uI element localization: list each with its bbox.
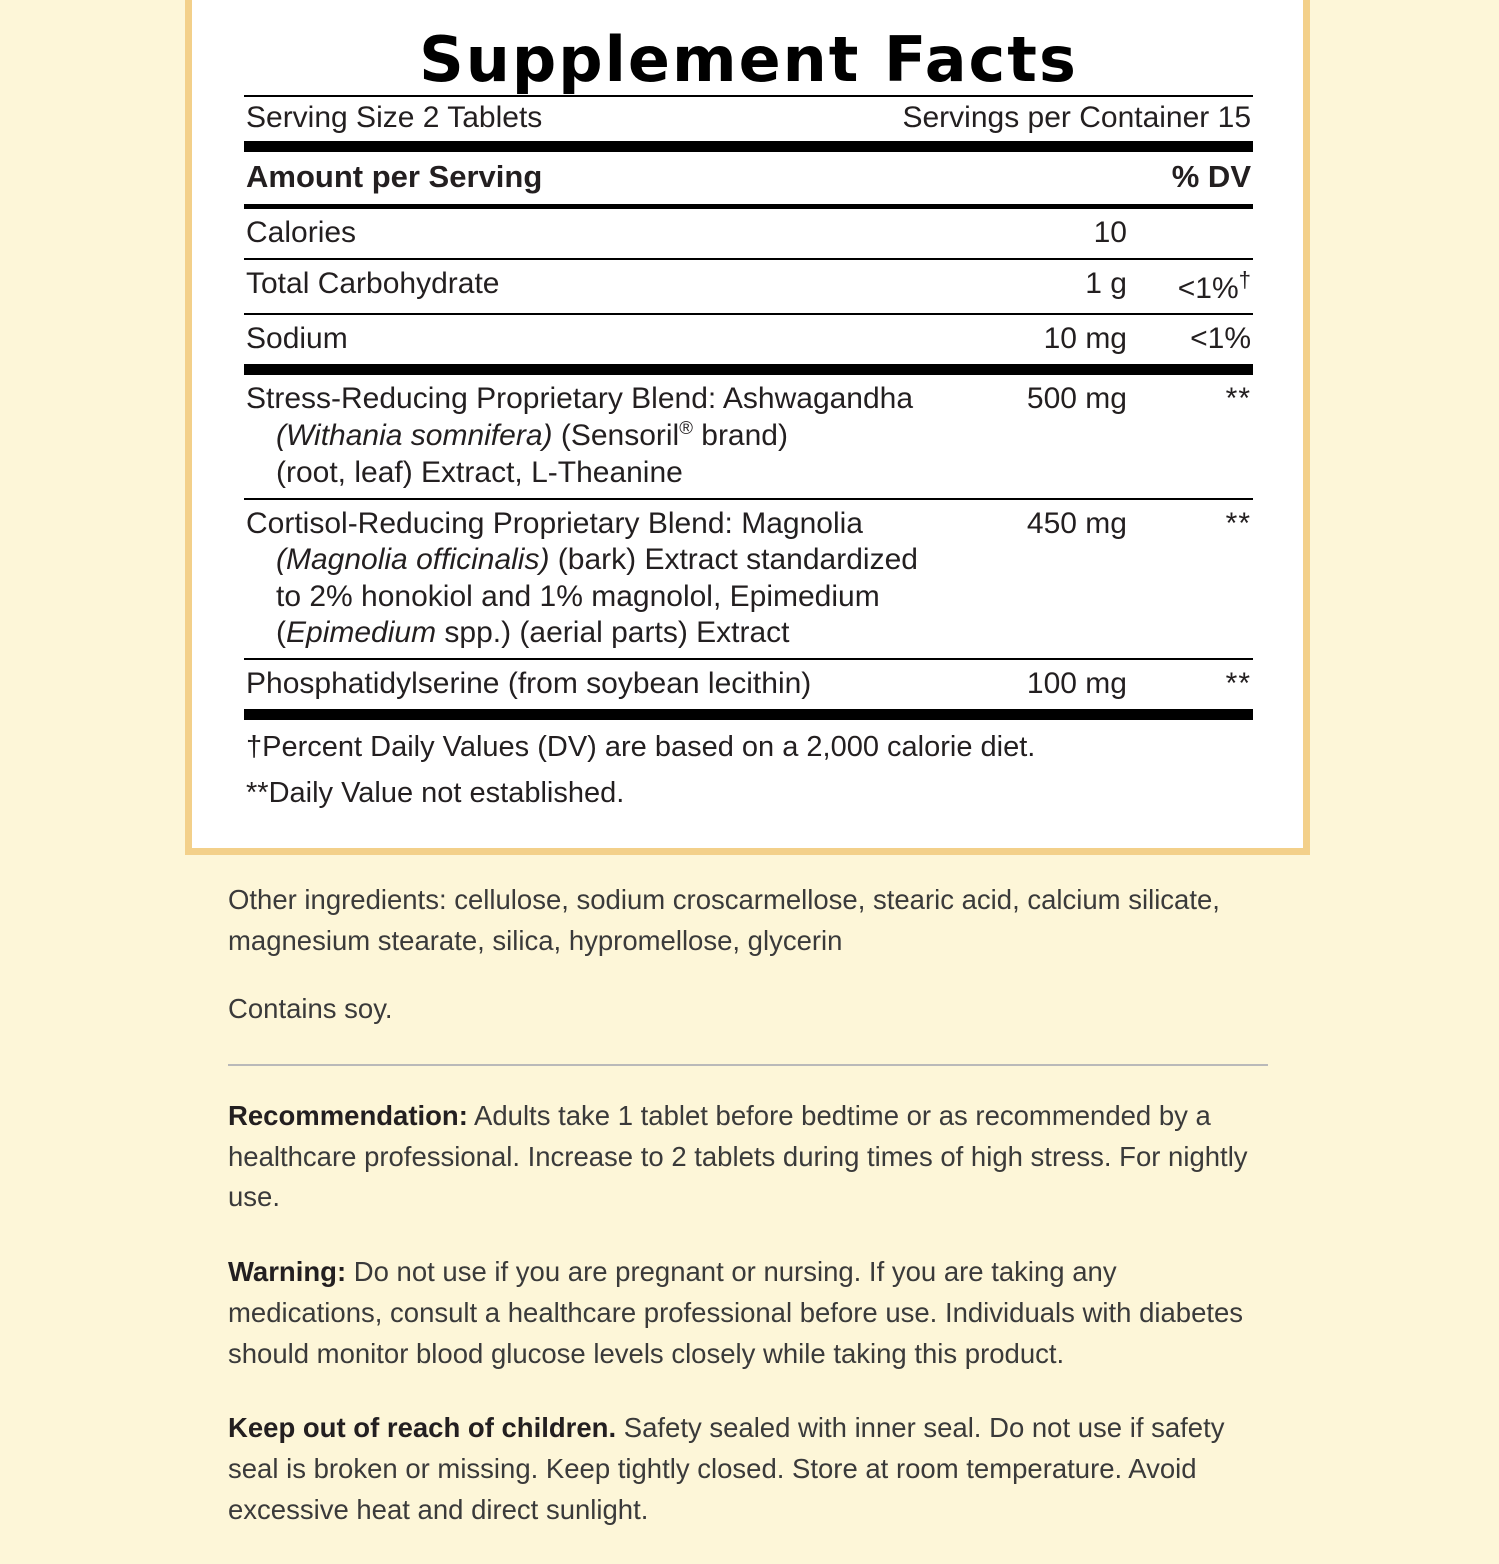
nutrient-dv: **: [1225, 381, 1251, 415]
supplement-facts-panel: [185, 0, 1310, 855]
blend-line-2: (Withania somnifera) (Sensoril® brand): [276, 417, 788, 453]
keep-out-of-reach-paragraph: [228, 1408, 1268, 1530]
nutrient-name: Sodium: [246, 322, 348, 356]
recommendation-text: Adults take 1 tablet before bedtime or as recommended by a healthcare professional. Increase to 2 tablets during times of high stress. For nightly use.: [228, 1100, 1248, 1213]
panel-title: Supplement Facts: [419, 23, 1078, 96]
other-ingredients-paragraph: Other ingredients: cellulose, sodium croscarmellose, stearic acid, calcium silicate, magnesium stearate, silica, hypromellose, glycerin: [228, 884, 1220, 956]
servings-per-container: Servings per Container 15: [902, 101, 1251, 135]
amount-per-serving-label: Amount per Serving: [246, 159, 543, 195]
blend-line-1: Cortisol-Reducing Proprietary Blend: Magnolia: [246, 506, 863, 540]
recommendation-label: Recommendation:: [228, 1100, 468, 1132]
divider-above-amount-header: [244, 141, 1253, 152]
nutrient-dv: **: [1225, 666, 1251, 700]
nutrient-row-cortisol-blend: [244, 500, 1253, 658]
blend-line-3: to 2% honokiol and 1% magnolol, Epimedium: [276, 579, 880, 613]
nutrient-name: Total Carbohydrate: [246, 266, 500, 300]
blend-line-1: Stress-Reducing Proprietary Blend: Ashwagandha: [246, 381, 914, 415]
nutrient-amount: 100 mg: [1026, 666, 1127, 700]
nutrient-row-total-carbohydrate: [244, 260, 1253, 314]
keep-out-label: Keep out of reach of children.: [228, 1412, 617, 1444]
nutrient-amount: 1 g: [1085, 266, 1127, 300]
nutrient-name: Calories: [246, 216, 357, 250]
recommendation-paragraph: [228, 1096, 1268, 1218]
blend-line-4: (Epimedium spp.) (aerial parts) Extract: [276, 616, 790, 650]
blend-line-2: (Magnolia officinalis) (bark) Extract standardized: [276, 543, 918, 577]
serving-size: Serving Size 2 Tablets: [246, 101, 543, 135]
nutrient-amount: 500 mg: [1026, 381, 1127, 415]
nutrient-name: Phosphatidylserine (from soybean lecithin): [246, 666, 812, 700]
nutrient-row-phosphatidylserine: [244, 660, 1253, 709]
nutrient-amount: 10: [1093, 216, 1127, 250]
keep-out-text: Safety sealed with inner seal. Do not use if safety seal is broken or missing. Keep tightly closed. Store at room temperature. Avoid excessive heat and direct sunlight.: [228, 1412, 1225, 1525]
label-body-text: [228, 880, 1268, 1564]
nutrient-dv: <1%: [1190, 322, 1251, 356]
divider-above-footnotes: [244, 709, 1253, 720]
nutrient-dv: **: [1225, 506, 1251, 540]
warning-paragraph: [228, 1252, 1268, 1374]
footnote-daily-values: †Percent Daily Values (DV) are based on a 2,000 calorie diet.: [246, 730, 1036, 763]
nutrient-amount: 10 mg: [1043, 322, 1127, 356]
registered-trademark-icon: ®: [679, 417, 693, 439]
footnote-dv-not-established: **Daily Value not established.: [246, 776, 625, 809]
nutrient-name: [246, 381, 952, 492]
serving-info-row: [244, 97, 1253, 141]
dagger-marker: †: [1238, 266, 1251, 292]
body-divider: [228, 1064, 1268, 1066]
warning-text: Do not use if you are pregnant or nursing. If you are taking any medications, consult a healthcare professional before use. Individuals with diabetes should monitor blood glucose levels closely while taking this product.: [228, 1256, 1244, 1369]
nutrient-row-stress-blend: [244, 375, 1253, 498]
nutrient-name: [246, 506, 952, 652]
blend-line-3: (root, leaf) Extract, L-Theanine: [276, 456, 683, 490]
amount-per-serving-header-row: [244, 152, 1253, 204]
divider-above-blends: [244, 364, 1253, 375]
nutrient-dv: <1%†: [1177, 266, 1251, 305]
warning-label: Warning:: [228, 1256, 347, 1288]
contains-paragraph: Contains soy.: [228, 993, 393, 1025]
nutrient-amount: 450 mg: [1026, 506, 1127, 540]
dv-header-label: % DV: [1171, 159, 1251, 195]
nutrient-row-sodium: [244, 315, 1253, 364]
nutrient-row-calories: [244, 209, 1253, 258]
